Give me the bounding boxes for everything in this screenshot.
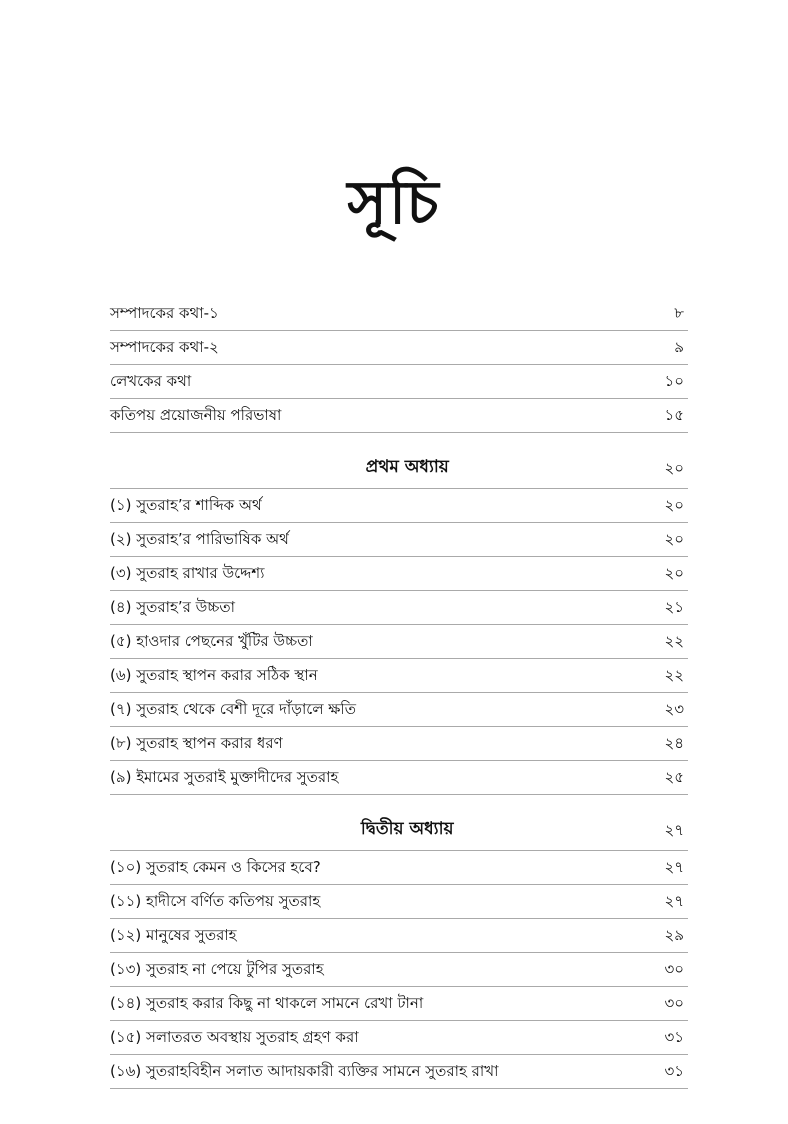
toc-entry-page: ৩০ — [664, 994, 684, 1012]
toc-entry-label: (১১) হাদীসে বর্ণিত কতিপয় সুতরাহ — [110, 892, 321, 910]
toc-entry-page: ৩১ — [664, 1062, 684, 1080]
toc-entry-label: (১০) সুতরাহ কেমন ও কিসের হবে? — [110, 858, 321, 876]
toc-entry-label: (২) সুতরাহ’র পারিভাষিক অর্থ — [110, 530, 289, 548]
toc-entry-label: (৭) সুতরাহ থেকে বেশী দূরে দাঁড়ালে ক্ষতি — [110, 700, 356, 718]
toc-entry-label: (৫) হাওদার পেছনের খুঁটির উচ্চতা — [110, 632, 313, 650]
toc-entry[interactable] — [110, 727, 688, 761]
chapter-page-number: ২৭ — [664, 821, 684, 839]
toc-entry[interactable] — [110, 297, 688, 331]
toc-entry-label: (১৫) সলাতরত অবস্থায় সুতরাহ গ্রহণ করা — [110, 1028, 359, 1046]
toc-entry-label: (৯) ইমামের সুতরাই মুক্তাদীদের সুতরাহ — [110, 768, 339, 786]
toc-entry-label: (১২) মানুষের সুতরাহ — [110, 926, 237, 944]
toc-entry-page: ২৩ — [664, 700, 684, 718]
toc-entry-page: ২৭ — [664, 858, 684, 876]
toc-entry-page: ২৫ — [664, 768, 684, 786]
page-title: সূচি — [347, 168, 441, 238]
toc-entry-page: ১৫ — [664, 406, 684, 424]
toc-entry[interactable] — [110, 331, 688, 365]
toc-entry[interactable] — [110, 659, 688, 693]
toc-entry[interactable] — [110, 953, 688, 987]
toc-entry-label: (৩) সুতরাহ রাখার উদ্দেশ্য — [110, 564, 265, 582]
toc-entry[interactable] — [110, 489, 688, 523]
toc-entry[interactable] — [110, 693, 688, 727]
toc-entry-label: (১৩) সুতরাহ না পেয়ে টুপির সুতরাহ — [110, 960, 324, 978]
toc-entry-label: কতিপয় প্রয়োজনীয় পরিভাষা — [110, 406, 282, 424]
toc-entry-label: (১৬) সুতরাহবিহীন সলাত আদায়কারী ব্যক্তির সামনে সুতরাহ রাখা — [110, 1062, 499, 1080]
toc-entry[interactable] — [110, 851, 688, 885]
toc-entry-label: লেখকের কথা — [110, 372, 192, 390]
toc-entry-label: (১) সুতরাহ’র শাব্দিক অর্থ — [110, 496, 262, 514]
toc-entry[interactable] — [110, 885, 688, 919]
toc-entry[interactable] — [110, 365, 688, 399]
chapter-heading-2[interactable] — [110, 801, 688, 851]
chapter-2-list — [110, 851, 688, 1089]
toc-entry[interactable] — [110, 1021, 688, 1055]
table-of-contents — [110, 297, 688, 1089]
toc-entry-page: ২৭ — [664, 892, 684, 910]
toc-entry-page: ৩০ — [664, 960, 684, 978]
toc-entry[interactable] — [110, 761, 688, 795]
toc-entry-page: ২৯ — [664, 926, 684, 944]
toc-entry-page: ২০ — [664, 496, 684, 514]
toc-entry[interactable] — [110, 1055, 688, 1089]
toc-entry-label: সম্পাদকের কথা-১ — [110, 304, 219, 322]
toc-entry[interactable] — [110, 919, 688, 953]
chapter-1-list — [110, 489, 688, 795]
chapter-title: প্রথম অধ্যায় — [365, 457, 449, 477]
toc-entry-label: (৬) সুতরাহ স্থাপন করার সঠিক স্থান — [110, 666, 318, 684]
front-matter-list — [110, 297, 688, 433]
toc-entry[interactable] — [110, 987, 688, 1021]
toc-entry-label: সম্পাদকের কথা-২ — [110, 338, 219, 356]
toc-entry-page: ৮ — [674, 304, 684, 322]
toc-entry-page: ২১ — [664, 598, 684, 616]
chapter-heading-1[interactable] — [110, 439, 688, 489]
toc-entry[interactable] — [110, 399, 688, 433]
toc-entry-label: (৪) সুতরাহ’র উচ্চতা — [110, 598, 235, 616]
toc-entry[interactable] — [110, 591, 688, 625]
toc-entry[interactable] — [110, 523, 688, 557]
toc-entry-page: ২০ — [664, 564, 684, 582]
toc-entry-page: ২৪ — [664, 734, 684, 752]
toc-entry-page: ৩১ — [664, 1028, 684, 1046]
toc-entry-page: ২০ — [664, 530, 684, 548]
toc-entry-label: (১৪) সুতরাহ করার কিছু না থাকলে সামনে রেখা টানা — [110, 994, 424, 1012]
toc-entry-label: (৮) সুতরাহ স্থাপন করার ধরণ — [110, 734, 283, 752]
chapter-title: দ্বিতীয় অধ্যায় — [360, 819, 454, 839]
toc-entry[interactable] — [110, 625, 688, 659]
toc-entry-page: ১০ — [664, 372, 684, 390]
toc-entry-page: ৯ — [674, 338, 684, 356]
toc-entry[interactable] — [110, 557, 688, 591]
chapter-page-number: ২০ — [664, 459, 684, 477]
toc-entry-page: ২২ — [664, 666, 684, 684]
toc-entry-page: ২২ — [664, 632, 684, 650]
